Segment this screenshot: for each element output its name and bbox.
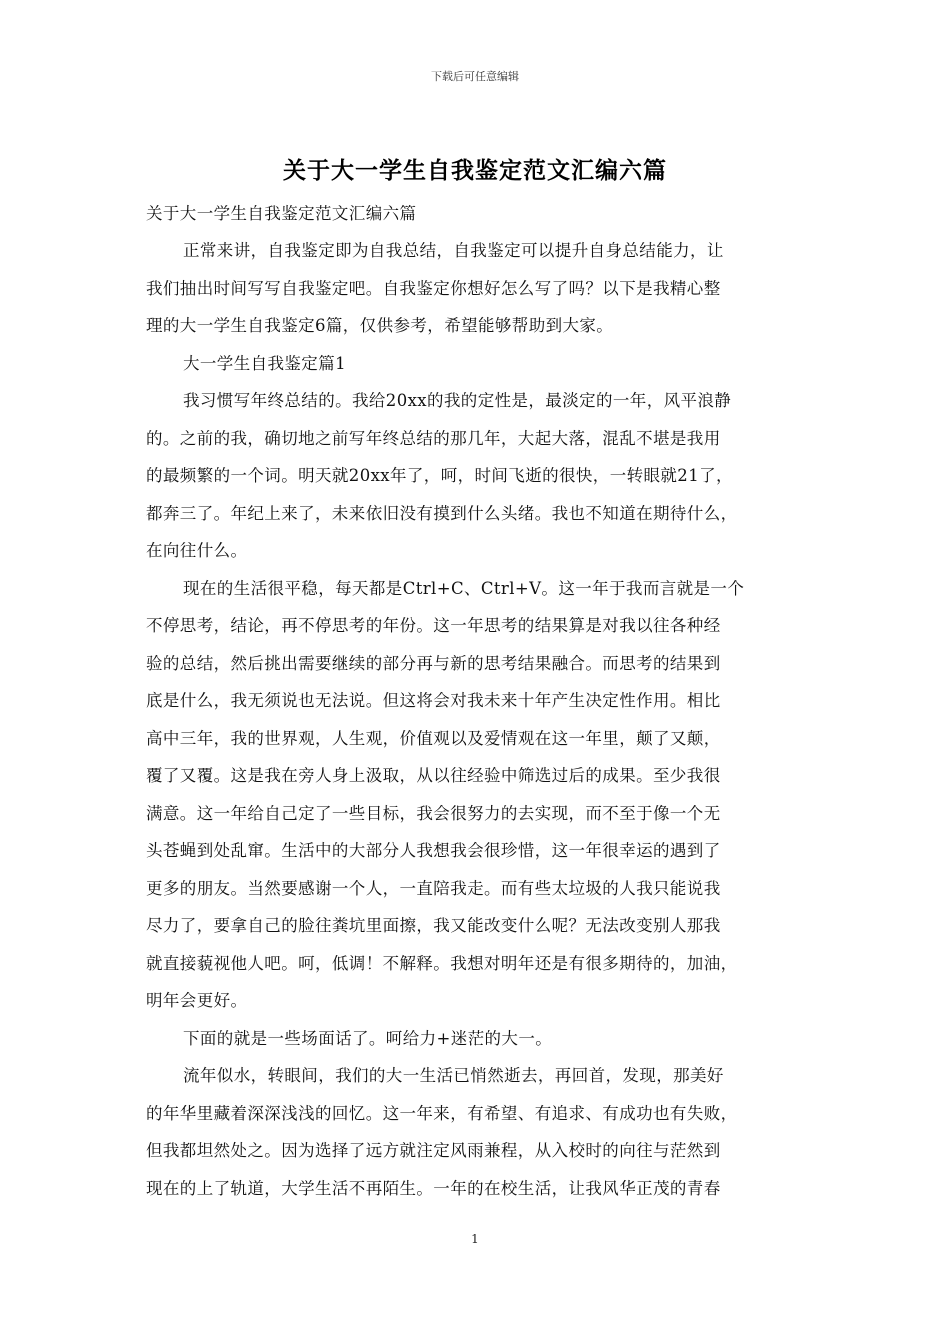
body-text-line: 我们抽出时间写写自我鉴定吧。自我鉴定你想好怎么写了吗？以下是我精心整 xyxy=(146,278,721,298)
body-text-line: 头苍蝇到处乱窜。生活中的大部分人我想我会很珍惜，这一年很幸运的遇到了 xyxy=(146,841,721,860)
body-text-line: 就直接藐视他人吧。呵，低调！不解释。我想对明年还是有很多期待的，加油， xyxy=(146,953,738,973)
body-text-line: 的。之前的我，确切地之前写年终总结的那几年，大起大落，混乱不堪是我用 xyxy=(146,428,721,448)
page-number: 1 xyxy=(471,1232,479,1246)
body-text-line: 现在的上了轨道，大学生活不再陌生。一年的在校生活，让我风华正茂的青春 xyxy=(146,1178,721,1198)
body-text-line: 正常来讲，自我鉴定即为自我总结，自我鉴定可以提升自身总结能力，让 xyxy=(183,241,724,260)
header-note: 下载后可任意编辑 xyxy=(431,70,519,83)
body-text-line: 下面的就是一些场面话了。呵给力+迷茫的大一。 xyxy=(183,1028,553,1048)
body-text-line: 都奔三了。年纪上来了，未来依旧没有摸到什么头绪。我也不知道在期待什么， xyxy=(146,503,738,523)
document-subtitle: 关于大一学生自我鉴定范文汇编六篇 xyxy=(146,204,417,223)
body-text-line: 满意。这一年给自己定了一些目标，我会很努力的去实现，而不至于像一个无 xyxy=(146,803,721,823)
body-text-line: 覆了又覆。这是我在旁人身上汲取，从以往经验中筛选过后的成果。至少我很 xyxy=(146,766,721,785)
body-text-line: 不停思考，结论，再不停思考的年份。这一年思考的结果算是对我以往各种经 xyxy=(146,616,721,635)
body-text-line: 在向往什么。 xyxy=(146,541,248,560)
body-text-line: 流年似水，转眼间，我们的大一生活已悄然逝去，再回首，发现，那美好 xyxy=(183,1066,724,1085)
body-text-line: 高中三年，我的世界观，人生观，价值观以及爱情观在这一年里，颠了又颠， xyxy=(146,728,721,748)
body-text-line: 的年华里藏着深深浅浅的回忆。这一年来，有希望、有追求、有成功也有失败， xyxy=(146,1103,738,1123)
body-text-line: 尽力了，要拿自己的脸往粪坑里面擦，我又能改变什么呢？无法改变别人那我 xyxy=(146,916,721,935)
document-body xyxy=(146,196,810,1207)
body-text-line: 底是什么，我无须说也无法说。但这将会对我未来十年产生决定性作用。相比 xyxy=(146,691,721,710)
body-text-line: 的最频繁的一个词。明天就20xx年了，呵，时间飞逝的很快，一转眼就21了， xyxy=(146,466,733,485)
document-title: 关于大一学生自我鉴定范文汇编六篇 xyxy=(283,157,667,184)
body-text-line: 明年会更好。 xyxy=(146,991,248,1010)
body-text-line: 更多的朋友。当然要感谢一个人，一直陪我走。而有些太垃圾的人我只能说我 xyxy=(146,878,721,898)
body-text-line: 理的大一学生自我鉴定6篇，仅供参考，希望能够帮助到大家。 xyxy=(146,316,614,335)
body-text-line: 现在的生活很平稳，每天都是Ctrl+C、Ctrl+V。这一年于我而言就是一个 xyxy=(183,578,745,598)
body-text-line: 但我都坦然处之。因为选择了远方就注定风雨兼程，从入校时的向往与茫然到 xyxy=(146,1141,721,1160)
body-text-line: 我习惯写年终总结的。我给20xx的我的定性是，最淡定的一年，风平浪静 xyxy=(183,391,732,410)
body-text-line: 大一学生自我鉴定篇1 xyxy=(183,353,346,373)
body-text-line: 验的总结，然后挑出需要继续的部分再与新的思考结果融合。而思考的结果到 xyxy=(146,653,721,673)
